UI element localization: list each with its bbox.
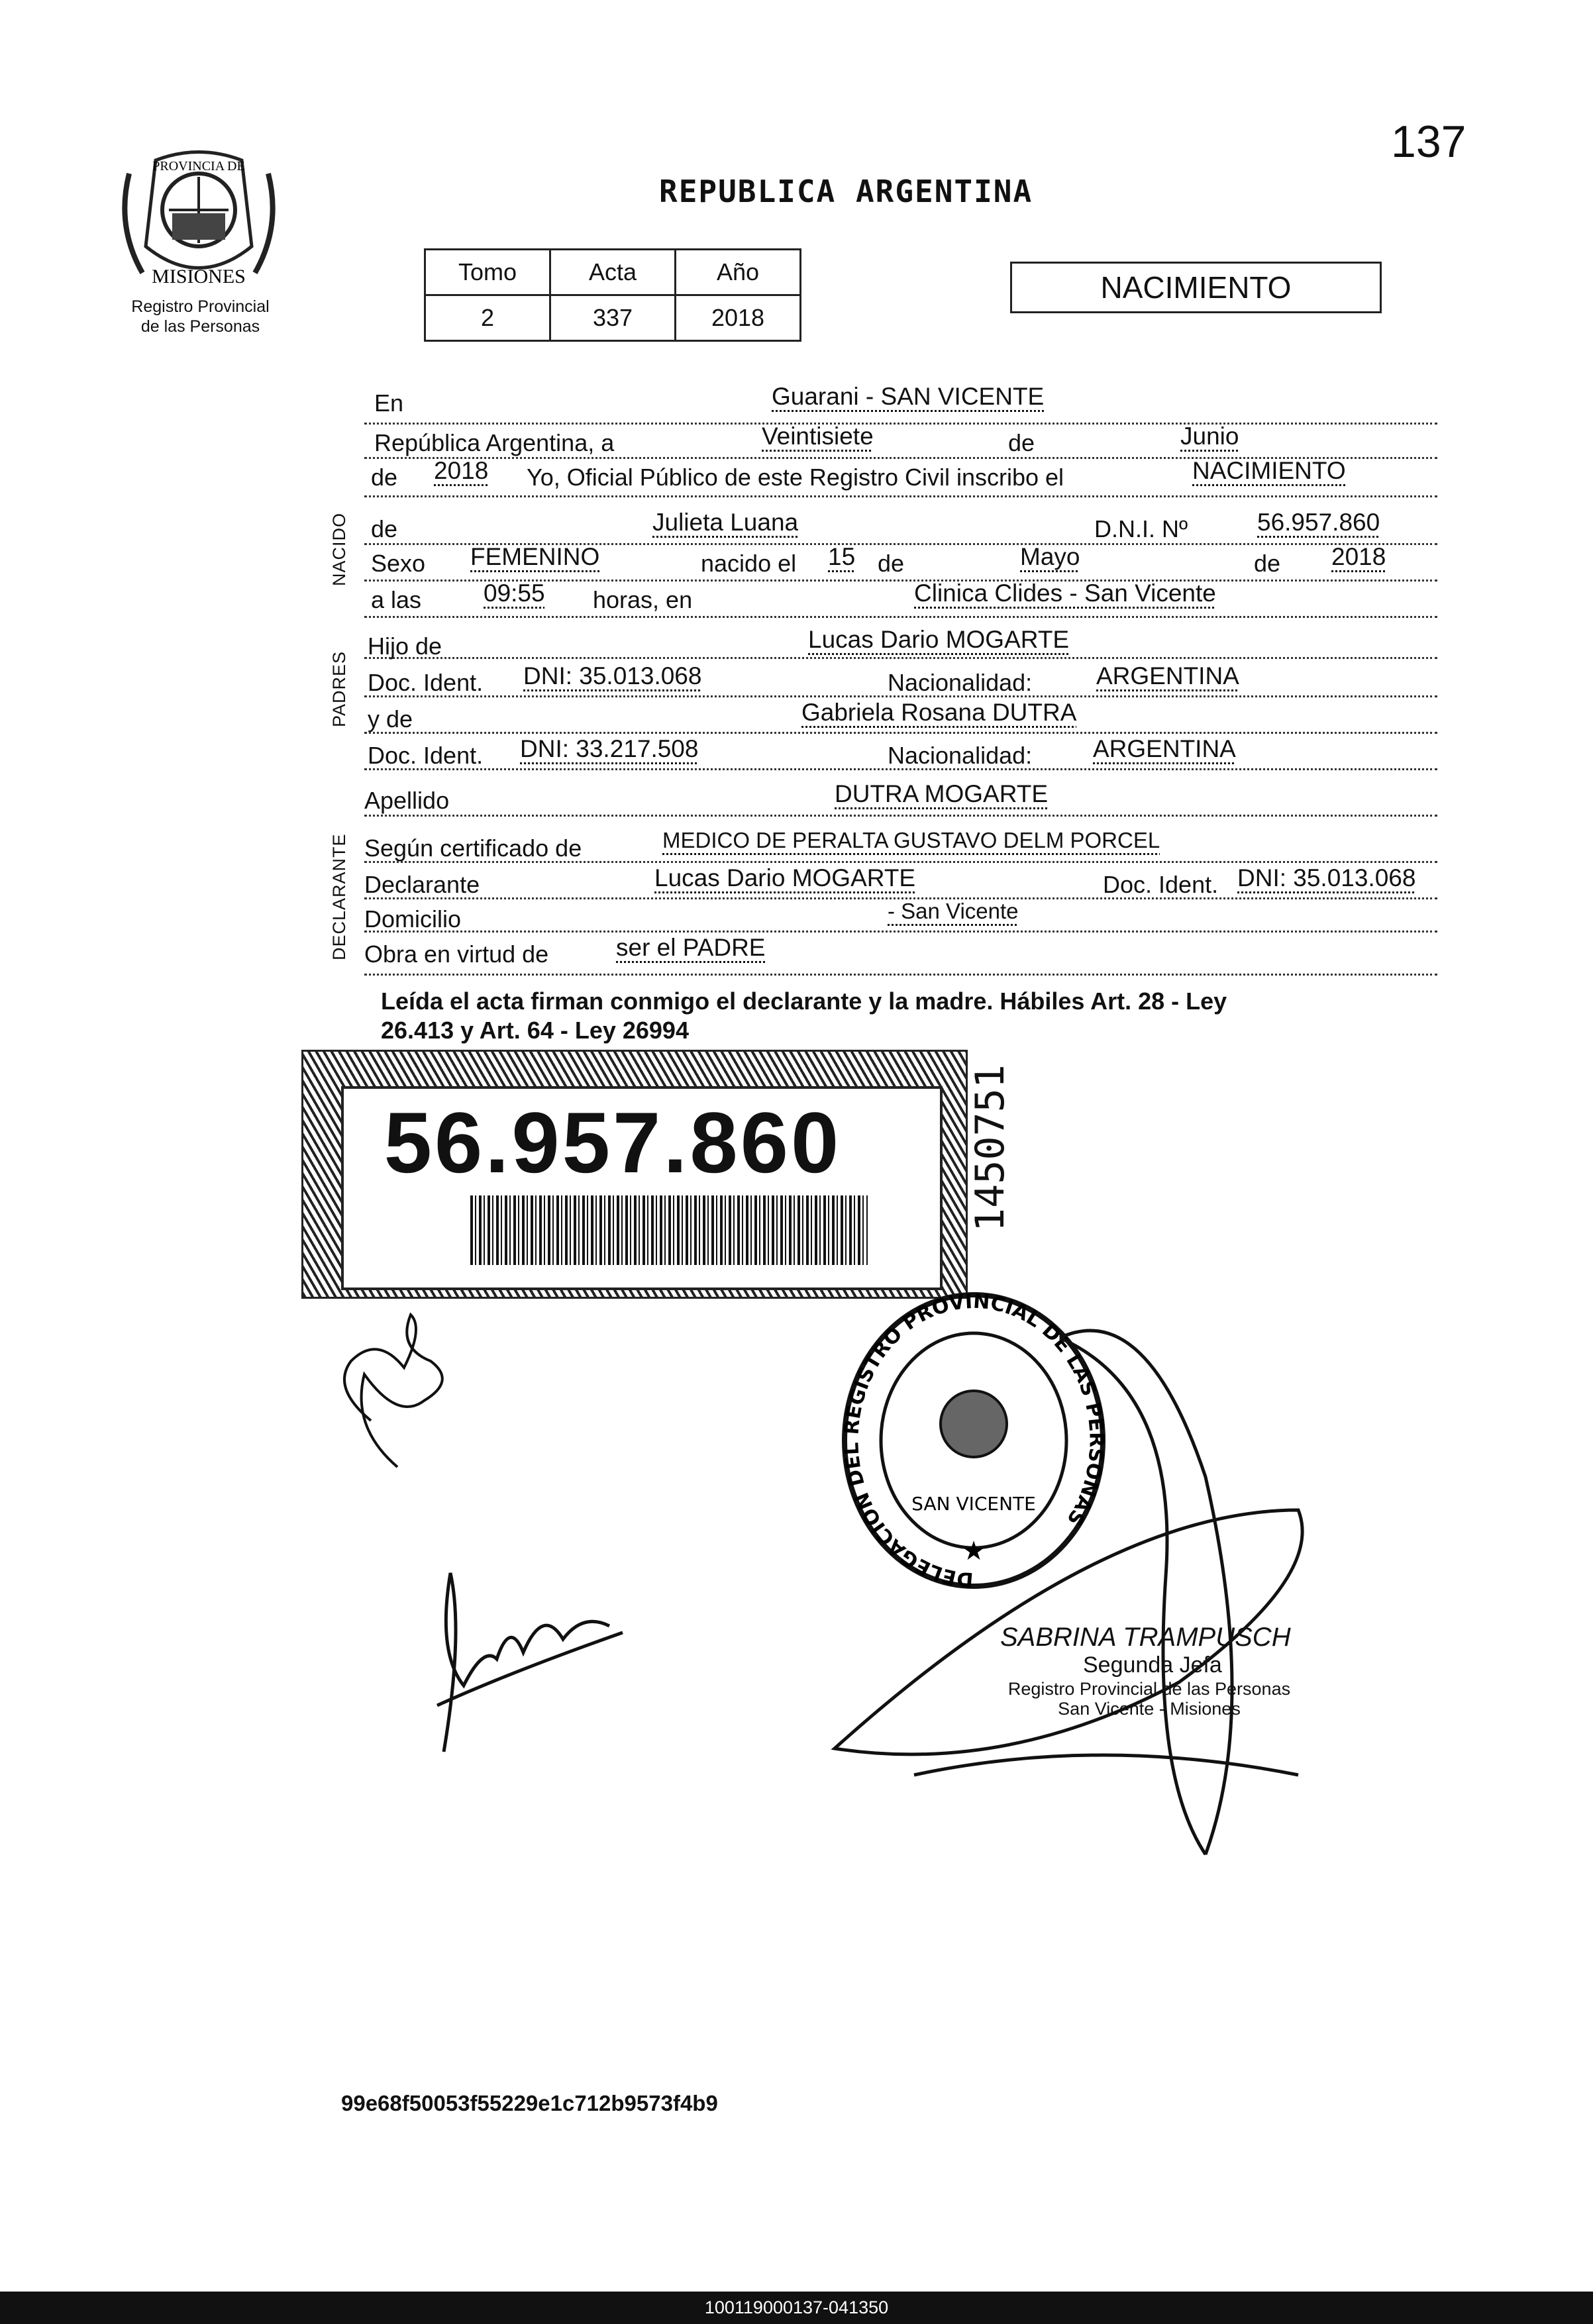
ref-header-tomo: Tomo [425,250,550,295]
line-rule [364,931,1437,933]
line-rule [364,657,1437,659]
statement-line1: Leída el acta firman conmigo el declarante y la madre. Hábiles Art. 28 - Ley [381,987,1227,1015]
ref-value-acta: 337 [550,295,676,341]
birth-year: 2018 [1331,543,1386,570]
reference-table [424,248,801,342]
official-org-line2: San Vicente - Misiones [1058,1699,1241,1719]
birth-de2-label: de [1254,550,1281,577]
declarant-doc: DNI: 35.013.068 [1237,864,1416,891]
year-label: de [371,464,398,491]
capacity-value: ser el PADRE [616,934,766,961]
line-rule [364,768,1437,770]
closing-statement [381,987,1408,1045]
declarant-name: Lucas Dario MOGARTE [654,864,916,891]
row-inscribo [364,457,1437,490]
control-code [967,1060,1050,1232]
record-type-box: NACIMIENTO [1010,262,1382,313]
signature-mother [325,1308,457,1480]
document-title: REPUBLICA ARGENTINA [659,174,1033,209]
emblem-top-text: PROVINCIA DE [152,159,245,174]
official-org-line1: Registro Provincial de las Personas [1007,1679,1291,1699]
official-name: SABRINA TRAMPUSCH [1000,1623,1291,1652]
father-doc: DNI: 35.013.068 [523,662,702,689]
row-mother [364,699,1437,732]
line-rule [364,897,1437,899]
row-declarant [364,864,1437,897]
surname-value: DUTRA MOGARTE [835,780,1049,807]
signature-declarant [411,1553,629,1772]
side-label-nacido: NACIDO [329,512,349,586]
sex-value: FEMENINO [470,543,600,570]
father-name: Lucas Dario MOGARTE [808,626,1070,653]
inscribo-value: NACIMIENTO [1192,457,1346,484]
row-surname [364,780,1437,813]
birth-month: Mayo [1020,543,1080,570]
row-father [364,626,1437,659]
en-label: En [374,389,404,417]
mother-doc: DNI: 33.217.508 [520,735,699,762]
row-birth [364,543,1437,576]
side-label-declarante: DECLARANTE [329,833,349,960]
father-nationality: ARGENTINA [1096,662,1239,689]
mother-nationality: ARGENTINA [1093,735,1236,762]
child-dni: 56.957.860 [1257,509,1380,536]
registry-line1: Registro Provincial [131,297,270,316]
row-father-doc [364,662,1437,695]
birth-time: 09:55 [484,580,545,607]
year-value: 2018 [434,457,489,484]
birth-day: 15 [828,543,856,570]
horas-label: horas, en [593,586,693,613]
province-emblem [116,147,282,293]
de-label: de [1008,429,1035,456]
ref-header-acta: Acta [550,250,676,295]
cert-label: Según certificado de [364,834,582,862]
line-rule [364,543,1437,545]
row-name [364,509,1437,542]
hijo-label: Hijo de [368,632,442,660]
official-role: Segunda Jefa [1083,1652,1222,1678]
barcode [470,1195,868,1265]
document-hash: 99e68f50053f55229e1c712b9573f4b9 [341,2091,718,2115]
official-organization [997,1679,1302,1719]
apellido-label: Apellido [364,787,450,814]
obra-label: Obra en virtud de [364,940,549,968]
domicilio-label: Domicilio [364,905,462,933]
line-rule [364,974,1437,976]
dni-stamp-number: 56.957.860 [384,1094,842,1191]
line-rule [364,695,1437,697]
republica-label: República Argentina, a [374,429,615,456]
page-number: 137 [1391,117,1466,167]
inscribo-text: Yo, Oficial Público de este Registro Civil inscribo el [527,464,1064,491]
yde-label: y de [368,705,413,733]
sexo-label: Sexo [371,550,426,577]
row-certificate [364,828,1437,861]
place-value: Guarani - SAN VICENTE [772,383,1045,410]
statement-line2: 26.413 y Art. 64 - Ley 26994 [381,1017,689,1044]
row-domicile [364,899,1437,932]
name-label: de [371,515,398,542]
alas-label: a las [371,586,422,613]
domicile-value: - San Vicente [888,899,1019,923]
line-rule [364,580,1437,581]
birth-de-label: de [878,550,905,577]
line-rule [364,861,1437,863]
doc2-label: Doc. Ident. [368,742,484,769]
certificate-value: MEDICO DE PERALTA GUSTAVO DELM PORCEL [662,828,1160,852]
seal-center-text: SAN VICENTE [911,1493,1036,1515]
seal-star-icon: ★ [962,1537,986,1566]
birth-place: Clinica Clides - San Vicente [914,580,1216,607]
declarante-label: Declarante [364,871,480,898]
signature-official [835,1311,1311,1881]
ref-header-anio: Año [676,250,801,295]
row-mother-doc [364,735,1437,768]
footer-id: 100119000137-041350 [0,2292,1593,2324]
line-rule [364,815,1437,817]
nac1-label: Nacionalidad: [888,669,1033,696]
mother-name: Gabriela Rosana DUTRA [801,699,1077,726]
day-value: Veintisiete [762,423,874,450]
seal-ring-text: DELEGACION DEL REGISTRO PROVINCIAL DE LAS PERSONAS [840,1289,1108,1591]
row-capacity [364,934,1437,967]
child-name: Julieta Luana [652,509,799,536]
nacido-label: nacido el [701,550,797,577]
line-rule [364,457,1437,459]
registry-line2: de las Personas [140,317,260,336]
registry-name [113,297,288,336]
line-rule [364,495,1437,497]
row-en [364,383,1437,416]
emblem-bottom-text: MISIONES [152,266,246,287]
row-time [364,580,1437,613]
side-label-padres: PADRES [329,650,349,727]
control-code-text: 1450751 [967,1064,1013,1232]
ref-value-tomo: 2 [425,295,550,341]
line-rule [364,616,1437,618]
nac2-label: Nacionalidad: [888,742,1033,769]
ref-value-anio: 2018 [676,295,801,341]
row-date [364,423,1437,456]
dni-label: D.N.I. Nº [1094,515,1188,542]
doc1-label: Doc. Ident. [368,669,484,696]
doc3-label: Doc. Ident. [1103,871,1219,898]
line-rule [364,732,1437,734]
month-value: Junio [1180,423,1239,450]
